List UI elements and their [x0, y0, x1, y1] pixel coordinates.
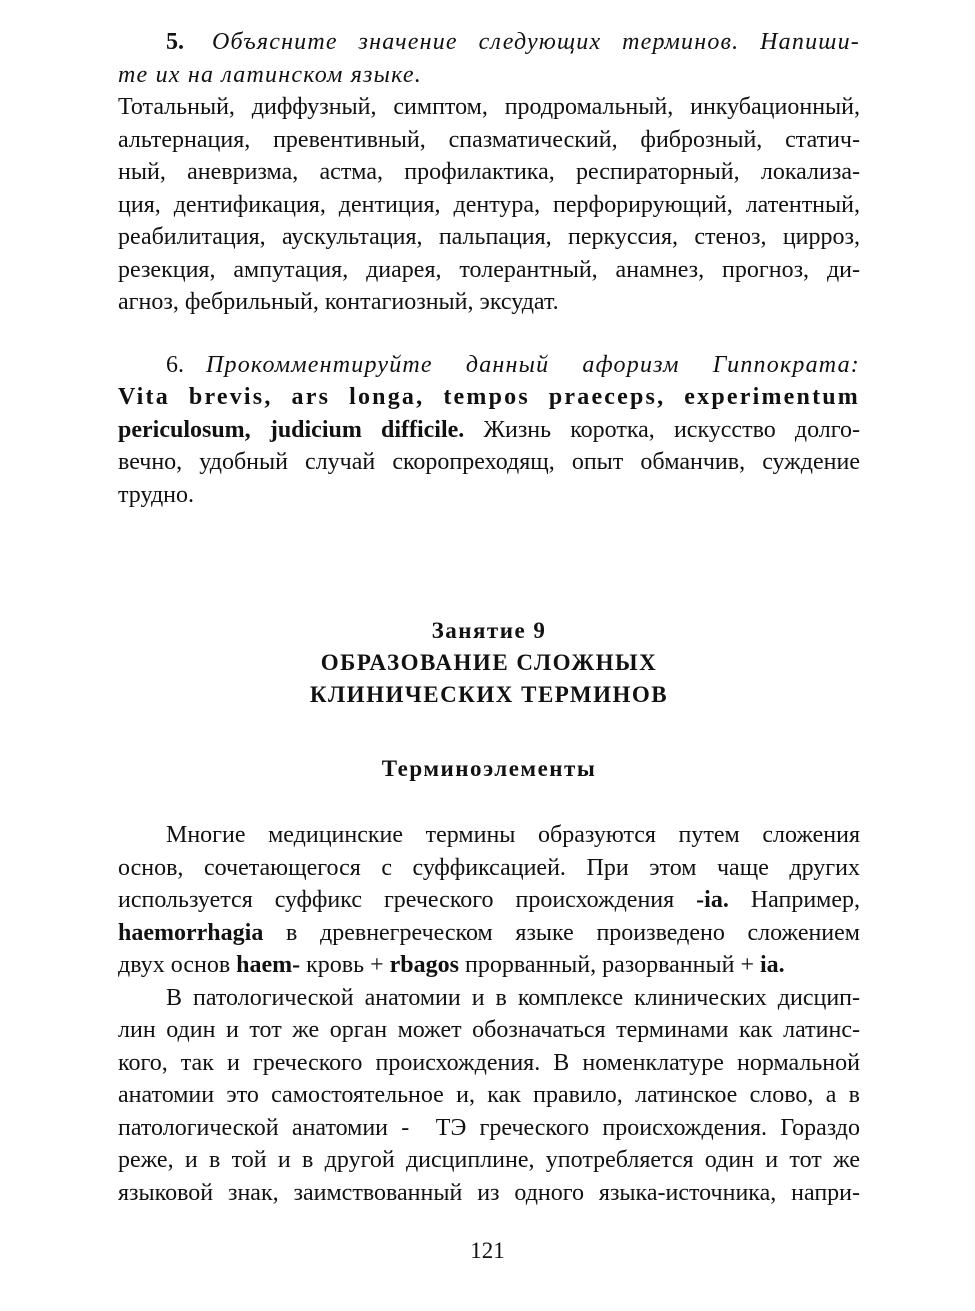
exercise-5-instruction-text-1: Объясните значение следующих терминов. Напиши-: [212, 29, 860, 55]
paragraph-1-line-4: [118, 917, 860, 950]
paragraph-1-line-4-text: в древнегреческом языке произведено сложением: [263, 919, 860, 946]
lesson-heading: [118, 615, 860, 711]
exercise-6-instruction: Прокомментируйте данный афоризм Гиппократа:: [206, 351, 860, 378]
exercise-5-terms-line: Тотальный, диффузный, симптом, продромальный, инкубационный,: [118, 94, 860, 120]
paragraph-1-line-5: [118, 949, 860, 982]
paragraph-2-line: анатомии это самостоятельное и, как правило, латинское слово, а в: [118, 1082, 860, 1108]
paragraph-2-line: В патологической анатомии и в комплексе клинических дисцип-: [166, 984, 860, 1011]
paragraph-2-line: патологической анатомии - ТЭ греческого происхождения. Гораздо: [118, 1114, 860, 1141]
paragraph-2-line: кого, так и греческого происхождения. В номенклатуре нормальной: [118, 1049, 860, 1076]
exercise-5-terms-line: ный, аневризма, астма, профилактика, респираторный, локализа-: [118, 159, 860, 185]
lesson-title-line-1: ОБРАЗОВАНИЕ СЛОЖНЫХ: [320, 650, 658, 675]
exercise-6-number: 6.: [166, 351, 184, 378]
section-subtitle: Терминоэлементы: [381, 756, 597, 781]
aphorism-line-2: [118, 414, 860, 447]
page-number: 121: [470, 1238, 505, 1263]
lesson-title-line-2: КЛИНИЧЕСКИХ ТЕРМИНОВ: [309, 682, 669, 707]
term-haemorrhagia: haemorrhagia: [118, 919, 264, 946]
aphorism-latin-line-1: Vita brevis, ars longa, tempos praeceps, experimentum: [118, 384, 860, 410]
exercise-6: [118, 349, 860, 512]
paragraph-1-line-5-text-c: прорванный, разорванный +: [458, 952, 760, 978]
exercise-5-terms-line: ция, дентификация, дентиция, дентура, перфорирующий, латентный,: [118, 191, 860, 218]
paragraph-1-line-5-text-b: кровь +: [300, 952, 390, 978]
exercise-5-terms-line: реабилитация, аускультация, пальпация, перкуссия, стеноз, цирроз,: [118, 224, 860, 250]
exercise-5-instruction-line-2: те их на латинском языке.: [118, 61, 422, 88]
exercise-5-terms-line: альтернация, превентивный, спазматический, фиброзный, статич-: [118, 126, 860, 153]
exercise-5-number: 5.: [166, 29, 184, 55]
aphorism-translation-start: Жизнь коротка, искусство долго-: [464, 416, 860, 443]
body-text: [118, 819, 860, 1209]
paragraph-2-line: реже, и в той и в другой дисциплине, употребляется один и тот же: [118, 1147, 860, 1173]
paragraph-1-line-2: основ, сочетающегося с суффиксацией. При этом чаще других: [118, 854, 860, 881]
paragraph-2-line: языковой знак, заимствованный из одного языка-источника, напри-: [118, 1179, 860, 1206]
paragraph-1-line-5-text-a: двух основ: [118, 952, 237, 978]
paragraph-1-line-1: Многие медицинские термины образуются путем сложения: [166, 822, 860, 848]
lesson-label: Занятие 9: [431, 618, 547, 643]
paragraph-1-line-3-text: используется суффикс греческого происхождения: [118, 887, 697, 913]
paragraph-1-line-3: [118, 884, 860, 917]
term-ia: ia.: [760, 952, 785, 978]
aphorism-translation-line: вечно, удобный случай скоропреходящ, опыт обманчив, суждение: [118, 449, 860, 475]
suffix-ia: -ia.: [696, 887, 729, 913]
exercise-5-instruction-line-1: [118, 26, 860, 59]
exercise-5-terms-line: агноз, фебрильный, контагиозный, эксудат.: [118, 289, 559, 315]
paragraph-2-line: лин один и тот же орган может обозначаться терминами как латинс-: [118, 1017, 860, 1043]
term-haem: haem-: [236, 952, 301, 978]
exercise-6-instruction-line: [118, 349, 860, 382]
exercise-5-terms-line: резекция, ампутация, диарея, толерантный, анамнез, прогноз, ди-: [118, 256, 860, 283]
exercise-5: [118, 26, 860, 319]
aphorism-latin-line-2: periculosum, judicium difficile.: [118, 416, 465, 443]
book-page: [118, 26, 860, 1209]
paragraph-1-line-3-end: Например,: [728, 887, 861, 913]
term-rbagos: rbagos: [389, 952, 459, 978]
aphorism-translation-line: трудно.: [118, 481, 195, 508]
